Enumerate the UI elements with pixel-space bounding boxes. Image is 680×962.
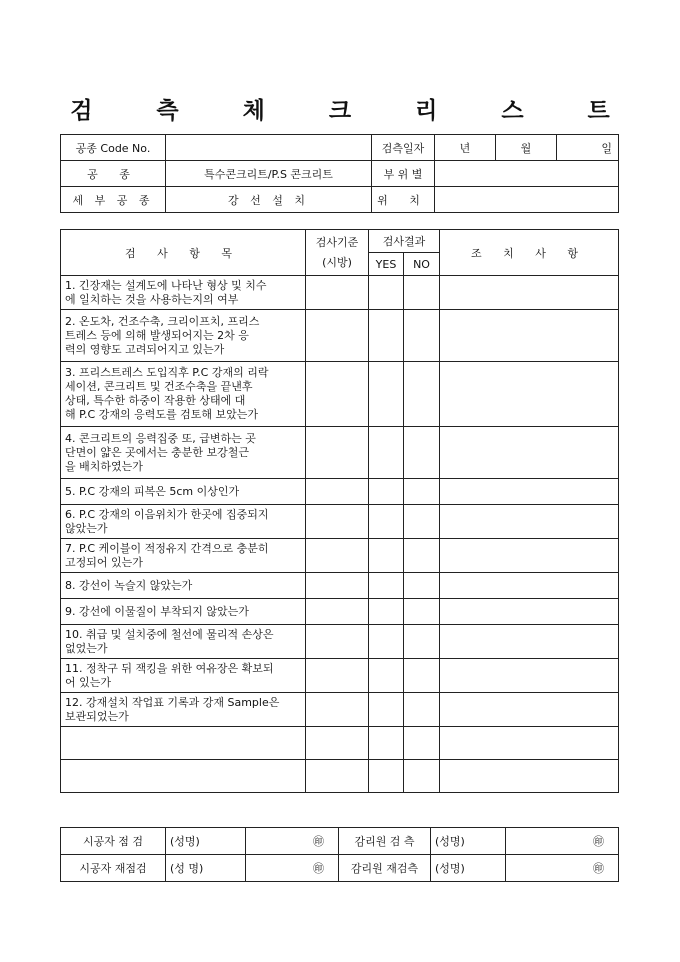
yes-cell[interactable] <box>369 625 404 659</box>
location-part-label: 부 위 별 <box>372 161 435 187</box>
checklist-row <box>61 310 619 362</box>
checklist-item-text: 3. 프리스트레스 도입직후 P.C 강재의 리락 세이션, 콘크리트 및 건조수축을 끝낸후 상태, 특수한 하중이 작용한 상태에 대 해 P.C 강재의 응력도를 검토해 보았는가 <box>61 362 306 427</box>
header-row-work-type <box>61 161 619 187</box>
date-year[interactable]: 년 <box>435 135 496 161</box>
standard-cell[interactable] <box>306 505 369 539</box>
signature-row-1 <box>61 828 619 855</box>
no-cell[interactable] <box>404 539 440 573</box>
checklist-item-text: 11. 정착구 뒤 잭킹을 위한 여유장은 확보되 어 있는가 <box>61 659 306 693</box>
standard-cell[interactable] <box>306 362 369 427</box>
action-cell[interactable] <box>440 625 619 659</box>
no-cell[interactable] <box>404 310 440 362</box>
checklist-item-text: 12. 강재설치 작업표 기록과 강재 Sample은 보관되었는가 <box>61 693 306 727</box>
checklist-item-text: 1. 긴장재는 설계도에 나타난 형상 및 치수 에 일치하는 것을 사용하는지의 여부 <box>61 276 306 310</box>
supervisor-reinspect-label: 감리원 재검측 <box>339 855 431 882</box>
yes-cell[interactable] <box>369 727 404 760</box>
seal-icon: ㊞ <box>246 855 339 882</box>
standard-cell[interactable] <box>306 625 369 659</box>
contractor-check-name[interactable]: (성명) <box>166 828 246 855</box>
yes-cell[interactable] <box>369 362 404 427</box>
detail-work-value[interactable]: 강 선 설 치 <box>166 187 372 213</box>
yes-cell[interactable] <box>369 760 404 793</box>
yes-cell[interactable] <box>369 573 404 599</box>
date-month[interactable]: 월 <box>496 135 557 161</box>
col-result-header: 검사결과 <box>369 230 440 253</box>
checklist-item-text: 10. 취급 및 설치중에 철선에 물리적 손상은 없었는가 <box>61 625 306 659</box>
contractor-recheck-label: 시공자 재점검 <box>61 855 166 882</box>
header-row-code <box>61 135 619 161</box>
standard-cell[interactable] <box>306 573 369 599</box>
checklist-row <box>61 479 619 505</box>
yes-cell[interactable] <box>369 693 404 727</box>
standard-cell[interactable] <box>306 693 369 727</box>
no-cell[interactable] <box>404 625 440 659</box>
checklist-item-text: 2. 온도차, 건조수축, 크리이프치, 프리스 트레스 등에 의해 발생되어지는 2차 응 력의 영향도 고려되어지고 있는가 <box>61 310 306 362</box>
action-cell[interactable] <box>440 479 619 505</box>
no-cell[interactable] <box>404 276 440 310</box>
action-cell[interactable] <box>440 362 619 427</box>
no-cell[interactable] <box>404 362 440 427</box>
standard-cell[interactable] <box>306 727 369 760</box>
checklist-row <box>61 659 619 693</box>
no-cell[interactable] <box>404 727 440 760</box>
checklist-row <box>61 573 619 599</box>
checklist-row <box>61 727 619 760</box>
no-cell[interactable] <box>404 659 440 693</box>
checklist-item-text <box>61 727 306 760</box>
contractor-recheck-name[interactable]: (성 명) <box>166 855 246 882</box>
yes-cell[interactable] <box>369 310 404 362</box>
action-cell[interactable] <box>440 599 619 625</box>
position-value[interactable] <box>435 187 619 213</box>
position-label: 위 치 <box>372 187 435 213</box>
no-cell[interactable] <box>404 693 440 727</box>
location-part-value[interactable] <box>435 161 619 187</box>
col-yes-header: YES <box>369 253 404 276</box>
action-cell[interactable] <box>440 727 619 760</box>
checklist-row <box>61 693 619 727</box>
checklist-row <box>61 599 619 625</box>
work-type-value[interactable]: 특수콘크리트/P.S 콘크리트 <box>166 161 372 187</box>
col-action-header: 조 치 사 항 <box>440 230 619 276</box>
col-standard-label: 검사기준 <box>315 235 359 249</box>
action-cell[interactable] <box>440 760 619 793</box>
yes-cell[interactable] <box>369 427 404 479</box>
signature-row-2 <box>61 855 619 882</box>
checklist-item-text: 8. 강선이 녹슬지 않았는가 <box>61 573 306 599</box>
inspection-date-label: 검측일자 <box>372 135 435 161</box>
standard-cell[interactable] <box>306 276 369 310</box>
action-cell[interactable] <box>440 573 619 599</box>
checklist-row <box>61 539 619 573</box>
standard-cell[interactable] <box>306 760 369 793</box>
col-standard-header <box>306 230 369 276</box>
checklist-items <box>61 276 619 793</box>
checklist-item-text <box>61 760 306 793</box>
work-type-label: 공 종 <box>61 161 166 187</box>
col-item-header: 검 사 항 목 <box>61 230 306 276</box>
checklist-item-text: 7. P.C 케이블이 적정유지 간격으로 충분히 고정되어 있는가 <box>61 539 306 573</box>
seal-icon: ㊞ <box>246 828 339 855</box>
seal-icon: ㊞ <box>506 855 619 882</box>
checklist-item-text: 6. P.C 강재의 이음위치가 한곳에 집중되지 않았는가 <box>61 505 306 539</box>
checklist-table <box>60 229 619 793</box>
yes-cell[interactable] <box>369 539 404 573</box>
checklist-row <box>61 362 619 427</box>
yes-cell[interactable] <box>369 479 404 505</box>
no-cell[interactable] <box>404 760 440 793</box>
standard-cell[interactable] <box>306 659 369 693</box>
seal-icon: ㊞ <box>506 828 619 855</box>
action-cell[interactable] <box>440 505 619 539</box>
code-label: 공종 Code No. <box>61 135 166 161</box>
standard-cell[interactable] <box>306 539 369 573</box>
action-cell[interactable] <box>440 310 619 362</box>
action-cell[interactable] <box>440 276 619 310</box>
col-no-header: NO <box>404 253 440 276</box>
yes-cell[interactable] <box>369 599 404 625</box>
standard-cell[interactable] <box>306 479 369 505</box>
date-day[interactable]: 일 <box>557 135 619 161</box>
checklist-item-text: 9. 강선에 이물질이 부착되지 않았는가 <box>61 599 306 625</box>
checklist-header-row <box>61 230 619 253</box>
standard-cell[interactable] <box>306 599 369 625</box>
yes-cell[interactable] <box>369 659 404 693</box>
no-cell[interactable] <box>404 599 440 625</box>
checklist-row <box>61 276 619 310</box>
signature-table <box>60 827 619 882</box>
action-cell[interactable] <box>440 659 619 693</box>
page-title: 검 측 체 크 리 스 트 <box>70 97 638 124</box>
checklist-row <box>61 427 619 479</box>
detail-work-label: 세 부 공 종 <box>61 187 166 213</box>
no-cell[interactable] <box>404 479 440 505</box>
header-row-detail <box>61 187 619 213</box>
contractor-check-label: 시공자 점 검 <box>61 828 166 855</box>
action-cell[interactable] <box>440 693 619 727</box>
standard-cell[interactable] <box>306 310 369 362</box>
no-cell[interactable] <box>404 505 440 539</box>
checklist-item-text: 4. 콘크리트의 응력집중 또, 급변하는 곳 단면이 얇은 곳에서는 충분한 보강철근 을 배치하였는가 <box>61 427 306 479</box>
no-cell[interactable] <box>404 573 440 599</box>
header-table <box>60 134 619 213</box>
supervisor-inspect-label: 감리원 검 측 <box>339 828 431 855</box>
standard-cell[interactable] <box>306 427 369 479</box>
action-cell[interactable] <box>440 539 619 573</box>
supervisor-reinspect-name[interactable]: (성명) <box>431 855 506 882</box>
no-cell[interactable] <box>404 427 440 479</box>
yes-cell[interactable] <box>369 505 404 539</box>
checklist-item-text: 5. P.C 강재의 피복은 5cm 이상인가 <box>61 479 306 505</box>
checklist-row <box>61 760 619 793</box>
col-standard-sub: (시방) <box>322 255 352 269</box>
yes-cell[interactable] <box>369 276 404 310</box>
checklist-row <box>61 625 619 659</box>
code-value[interactable] <box>166 135 372 161</box>
action-cell[interactable] <box>440 427 619 479</box>
supervisor-inspect-name[interactable]: (성명) <box>431 828 506 855</box>
checklist-row <box>61 505 619 539</box>
